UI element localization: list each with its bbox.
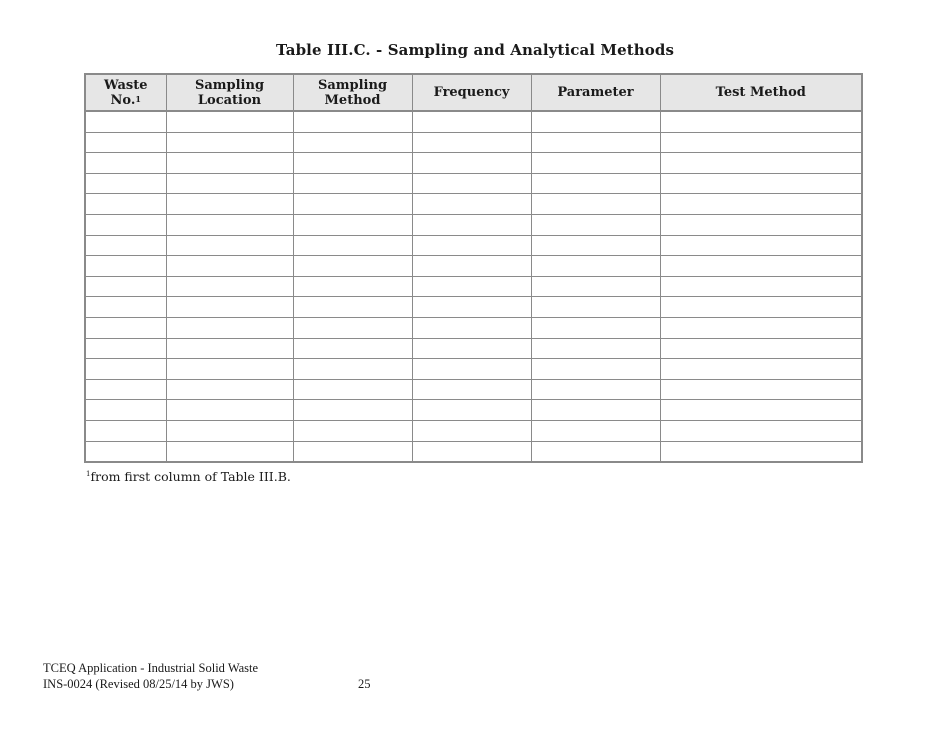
table-cell	[660, 441, 861, 461]
table-cell	[293, 153, 412, 174]
table-cell	[86, 214, 166, 235]
table-cell	[412, 297, 531, 318]
table-cell	[531, 359, 660, 380]
table-cell	[293, 379, 412, 400]
table-row	[86, 441, 861, 461]
table-cell	[86, 297, 166, 318]
footer-form-revision: INS-0024 (Revised 08/25/14 by JWS)	[43, 677, 234, 691]
table-cell	[86, 111, 166, 132]
column-header-parameter	[531, 75, 660, 111]
table-cell	[531, 441, 660, 461]
table-row	[86, 194, 861, 215]
table-cell	[293, 132, 412, 153]
footnote-marker: 1	[86, 470, 91, 478]
table-cell	[86, 441, 166, 461]
table-cell	[166, 153, 293, 174]
table-cell	[166, 420, 293, 441]
table-row	[86, 256, 861, 277]
table-cell	[531, 297, 660, 318]
table-row	[86, 276, 861, 297]
table-cell	[412, 359, 531, 380]
table-cell	[86, 420, 166, 441]
table-cell	[86, 359, 166, 380]
table-cell	[412, 173, 531, 194]
table-cell	[86, 256, 166, 277]
table-cell	[166, 338, 293, 359]
table-cell	[531, 338, 660, 359]
table-cell	[660, 420, 861, 441]
table-cell	[412, 276, 531, 297]
table-cell	[412, 153, 531, 174]
table-cell	[531, 214, 660, 235]
table-cell	[660, 132, 861, 153]
table-cell	[660, 214, 861, 235]
table-cell	[660, 297, 861, 318]
table-cell	[293, 111, 412, 132]
table-row	[86, 379, 861, 400]
table-cell	[166, 214, 293, 235]
table-cell	[293, 194, 412, 215]
table-cell	[86, 173, 166, 194]
table-cell	[531, 256, 660, 277]
table-cell	[293, 441, 412, 461]
table-cell	[531, 153, 660, 174]
page-number: 25	[358, 677, 371, 691]
table-cell	[166, 173, 293, 194]
column-header-sampling-method	[293, 75, 412, 111]
table-cell	[531, 379, 660, 400]
table-cell	[660, 338, 861, 359]
table-cell	[166, 317, 293, 338]
table-cell	[660, 317, 861, 338]
table-row	[86, 338, 861, 359]
table-cell	[293, 317, 412, 338]
table-cell	[412, 420, 531, 441]
table-cell	[293, 400, 412, 421]
table-cell	[86, 379, 166, 400]
table-cell	[660, 400, 861, 421]
table-cell	[412, 379, 531, 400]
table-cell	[293, 173, 412, 194]
column-header-line: No.	[110, 92, 136, 108]
table-cell	[86, 317, 166, 338]
table-row	[86, 173, 861, 194]
table-cell	[660, 173, 861, 194]
table-cell	[531, 132, 660, 153]
table-cell	[412, 441, 531, 461]
table-cell	[660, 194, 861, 215]
column-header-waste-no	[86, 75, 166, 111]
table-cell	[86, 153, 166, 174]
table-cell	[86, 338, 166, 359]
column-header-line: Frequency	[433, 85, 510, 100]
table-row	[86, 153, 861, 174]
table-row	[86, 297, 861, 318]
table-cell	[166, 256, 293, 277]
table-cell	[166, 132, 293, 153]
table-cell	[660, 153, 861, 174]
column-header-test-method	[660, 75, 861, 111]
column-header-line: Method	[324, 92, 381, 108]
document-footer	[43, 660, 258, 692]
table-grid	[86, 75, 861, 461]
table-cell	[531, 276, 660, 297]
table-cell	[293, 276, 412, 297]
table-cell	[293, 297, 412, 318]
table-cell	[531, 111, 660, 132]
table-cell	[166, 297, 293, 318]
table-cell	[412, 400, 531, 421]
column-header-line: Test Method	[715, 85, 806, 100]
table-cell	[86, 235, 166, 256]
table-cell	[531, 235, 660, 256]
table-cell	[166, 359, 293, 380]
table-cell	[660, 111, 861, 132]
table-cell	[660, 276, 861, 297]
table-cell	[660, 379, 861, 400]
table-cell	[166, 441, 293, 461]
table-cell	[660, 235, 861, 256]
column-header-frequency	[412, 75, 531, 111]
table-row	[86, 317, 861, 338]
table-cell	[293, 214, 412, 235]
table-row	[86, 400, 861, 421]
table-cell	[412, 317, 531, 338]
table-cell	[166, 379, 293, 400]
table-cell	[412, 235, 531, 256]
table-cell	[166, 111, 293, 132]
table-cell	[412, 338, 531, 359]
table-cell	[412, 194, 531, 215]
column-header-line: Waste	[104, 77, 148, 93]
table-row	[86, 132, 861, 153]
footer-application-name: TCEQ Application - Industrial Solid Waste	[43, 661, 259, 675]
table-cell	[293, 338, 412, 359]
table-row	[86, 214, 861, 235]
table-cell	[412, 111, 531, 132]
footnote-marker: 1	[135, 93, 141, 104]
table-cell	[531, 420, 660, 441]
table-cell	[293, 256, 412, 277]
table-cell	[531, 173, 660, 194]
table-cell	[412, 256, 531, 277]
table-body	[86, 111, 861, 461]
table-cell	[660, 256, 861, 277]
sampling-methods-table	[84, 73, 863, 463]
table-cell	[86, 132, 166, 153]
table-row	[86, 111, 861, 132]
table-cell	[412, 132, 531, 153]
column-header-line: Sampling	[194, 77, 265, 93]
table-cell	[86, 400, 166, 421]
table-cell	[531, 194, 660, 215]
column-header-line: Parameter	[557, 85, 634, 100]
column-header-line: Location	[197, 92, 262, 108]
table-cell	[531, 400, 660, 421]
table-cell	[660, 359, 861, 380]
table-cell	[166, 400, 293, 421]
table-row	[86, 359, 861, 380]
table-cell	[293, 420, 412, 441]
table-row	[86, 420, 861, 441]
page-title: Table III.C. - Sampling and Analytical Methods	[275, 41, 675, 59]
table-cell	[412, 214, 531, 235]
table-cell	[166, 194, 293, 215]
footnote	[86, 469, 291, 484]
table-row	[86, 235, 861, 256]
table-cell	[86, 194, 166, 215]
table-cell	[86, 276, 166, 297]
table-cell	[166, 235, 293, 256]
table-cell	[166, 276, 293, 297]
table-header-row	[86, 75, 861, 111]
table-cell	[531, 317, 660, 338]
footnote-text: from first column of Table III.B.	[90, 469, 291, 484]
table-cell	[293, 235, 412, 256]
column-header-line: Sampling	[317, 77, 388, 93]
column-header-sampling-location	[166, 75, 293, 111]
table-cell	[293, 359, 412, 380]
